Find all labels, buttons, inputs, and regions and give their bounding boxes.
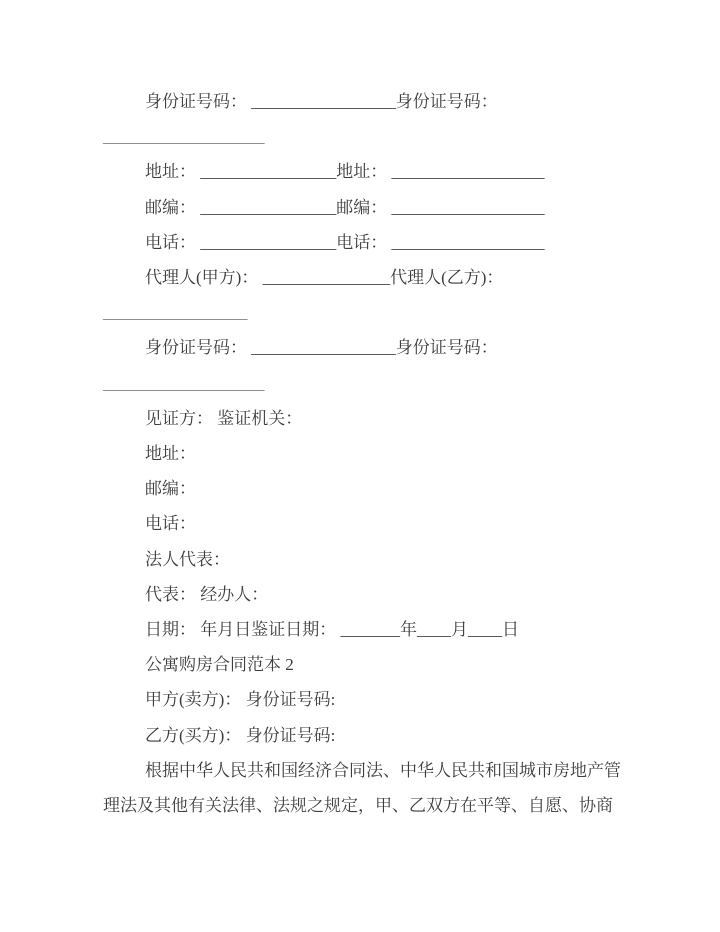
- date-line: 日期： 年月日鉴证日期： _______年____月____日: [145, 620, 519, 640]
- clause-paragraph-line-2: 理法及其他有关法律、法规之规定，甲、乙双方在平等、自愿、协商: [103, 796, 613, 816]
- blank-fill-line-3: ___________________: [103, 373, 265, 393]
- legal-representative-line: 法人代表：: [145, 549, 230, 569]
- address-line-1: 地址： ________________地址： __________________: [145, 162, 545, 182]
- id-number-line-2: 身份证号码： _________________身份证号码：: [145, 338, 498, 358]
- address-line-2: 地址：: [145, 444, 196, 464]
- phone-line-1: 电话： ________________电话： __________________: [145, 232, 545, 252]
- document-body: [103, 84, 624, 823]
- postcode-line-2: 邮编：: [145, 479, 196, 499]
- agent-line: 代理人(甲方)： _______________代理人(乙方)：: [145, 268, 504, 288]
- blank-fill-line-2: _________________: [103, 303, 248, 323]
- party-a-line: 甲方(卖方)： 身份证号码:: [145, 690, 336, 710]
- postcode-line-1: 邮编： ________________邮编： __________________: [145, 197, 545, 217]
- phone-line-2: 电话：: [145, 514, 196, 534]
- witness-line: 见证方： 鉴证机关：: [145, 408, 303, 428]
- party-b-line: 乙方(买方)： 身份证号码:: [145, 725, 336, 745]
- operator-line: 代表： 经办人：: [145, 584, 269, 604]
- id-number-line-1: 身份证号码： _________________身份证号码：: [145, 92, 498, 111]
- blank-fill-line-1: ___________________: [103, 127, 265, 147]
- section-title: 公寓购房合同范本 2: [145, 655, 294, 675]
- clause-paragraph-line-1: 根据中华人民共和国经济合同法、中华人民共和国城市房地产管: [145, 760, 621, 780]
